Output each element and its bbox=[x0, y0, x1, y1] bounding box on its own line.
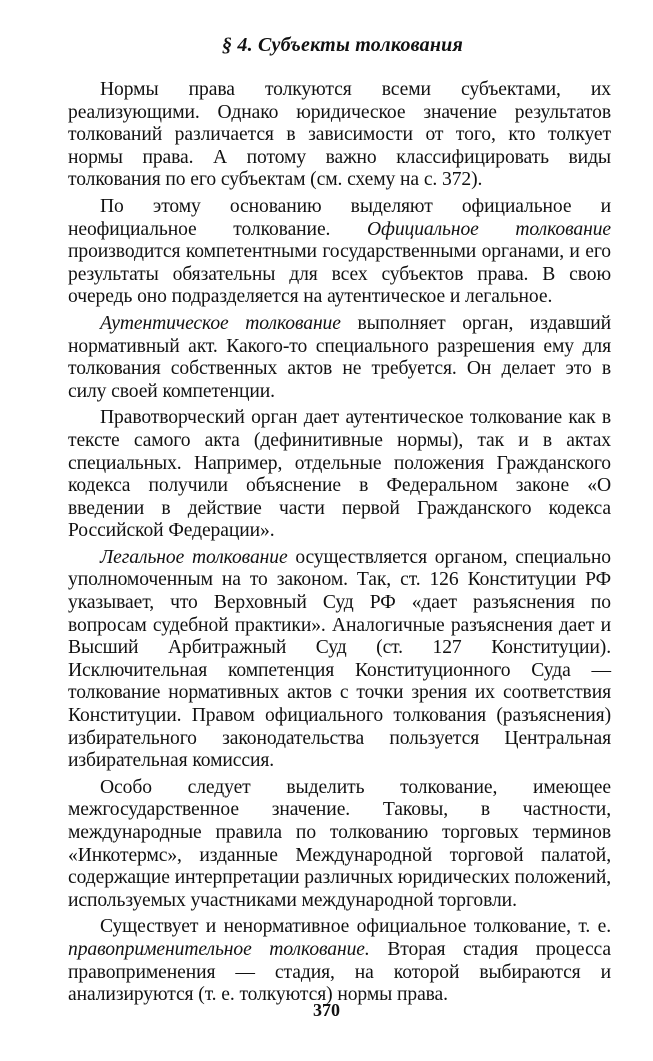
text-run: Нормы права толкуются всеми субъектами, их реализующими. Однако юридическое значение результатов толкований различается в зависимости от того, кто толкует нормы права. А потому важно классифицировать виды толкования по его субъектам (см. схему на с. 372). bbox=[68, 79, 611, 191]
page-number: 370 bbox=[313, 1000, 340, 1020]
text-run: Существует и ненормативное официальное толкование, т. е. bbox=[100, 916, 611, 938]
paragraph-6 bbox=[68, 777, 611, 913]
text-run: производится компетентными государственными органами, и его результаты обязательны для всех субъектов права. В свою очередь оно подразделяется на аутентическое и легальное. bbox=[68, 241, 611, 308]
text-run: Правотворческий орган дает аутентическое толкование как в тексте самого акта (дефинитивные нормы), так и в актах специальных. Например, отдельные положения Гражданского кодекса получили объяснение в Федеральном законе «О введении в действие части первой Гражданского кодекса Российской Федерации». bbox=[68, 407, 611, 542]
paragraph-1 bbox=[68, 79, 611, 192]
paragraph-4 bbox=[68, 407, 611, 543]
paragraph-2 bbox=[68, 196, 611, 309]
italic-term: Аутентическое толкование bbox=[100, 312, 341, 334]
text-run: Особо следует выделить толкование, имеющее межгосударственное значение. Таковы, в частности, международные правила по толкованию торговых терминов «Инкотермс», изданные Международной торговой палатой, содержащие интерпретации различных юридических положений, используемых участниками международной торговли. bbox=[68, 776, 611, 911]
italic-term: Официальное толкование bbox=[366, 218, 611, 240]
text-run: осуществляется органом, специально уполномоченным на то законом. Так, ст. 126 Конституции РФ указывает, что Верховный Суд РФ «дает разъяснения по вопросам судебной практики». Аналогичные разъяснения дает и Высший Арбитражный Суд (ст. 127 Конституции). Исключительная компетенция Конституционного Суда — толкование нормативных актов с точки зрения их соответствия Конституции. Правом официального толкования (разъяснения) избирательного законодательства пользуется Центральная избирательная комиссия. bbox=[68, 546, 611, 772]
italic-term: правоприменительное толкование. bbox=[68, 938, 370, 960]
text-run: выполняет орган, издавший нормативный акт. Какого-то специального разрешения ему для толкования собственных актов не требуется. Он делает это в силу своей компетенции. bbox=[68, 312, 611, 402]
paragraph-5 bbox=[68, 547, 611, 773]
text-run: Вторая стадия процесса правоприменения — стадия, на которой выбираются и анализируются (т. е. толкуются) нормы права. bbox=[68, 938, 611, 1006]
italic-term: Легальное толкование bbox=[100, 546, 288, 568]
section-heading: § 4. Субъекты толкования bbox=[222, 34, 463, 56]
paragraph-7 bbox=[68, 916, 611, 1006]
text-run: По этому основанию выделяют официальное и неофициальное толкование. bbox=[68, 195, 611, 240]
paragraph-3 bbox=[68, 313, 611, 403]
